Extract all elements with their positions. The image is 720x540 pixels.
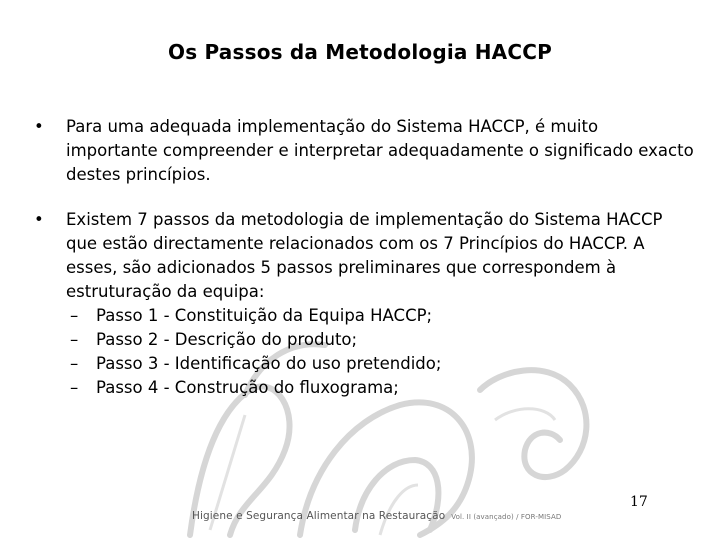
sub-list-item bbox=[70, 304, 441, 328]
watermark-stroke bbox=[495, 409, 555, 420]
sub-item-text: Passo 2 - Descrição do produto; bbox=[96, 330, 358, 349]
sub-list-item bbox=[70, 352, 441, 376]
sub-item-text: Passo 4 - Construção do fluxograma; bbox=[96, 378, 399, 397]
bullet-dot: • bbox=[34, 117, 44, 136]
page-number: 17 bbox=[630, 494, 648, 510]
bullet-item bbox=[34, 208, 694, 304]
sub-list-item bbox=[70, 328, 441, 352]
slide-title: Os Passos da Metodologia HACCP bbox=[168, 40, 552, 64]
dash-marker: – bbox=[70, 330, 79, 349]
footer-subtext: Vol. II (avançado) / FOR-MISAD bbox=[451, 513, 562, 521]
bullet-dot: • bbox=[34, 210, 44, 229]
footer bbox=[192, 510, 561, 522]
bullet-text: Para uma adequada implementação do Sistema HACCP, é muito importante compreender e interpretar adequadamente o significado exacto destes princípios. bbox=[66, 117, 694, 184]
dash-marker: – bbox=[70, 306, 79, 325]
dash-marker: – bbox=[70, 354, 79, 373]
sub-item-text: Passo 1 - Constituição da Equipa HACCP; bbox=[96, 306, 433, 325]
sub-list bbox=[70, 304, 441, 400]
bullet-text: Existem 7 passos da metodologia de implementação do Sistema HACCP que estão directamente relacionados com os 7 Princípios do HACCP. A esses, são adicionados 5 passos preliminares que correspondem à estruturação da equipa: bbox=[66, 210, 663, 301]
sub-item-text: Passo 3 - Identificação do uso pretendido; bbox=[96, 354, 442, 373]
footer-text: Higiene e Segurança Alimentar na Restauração bbox=[192, 510, 446, 522]
dash-marker: – bbox=[70, 378, 79, 397]
sub-list-item bbox=[70, 376, 441, 400]
bullet-item bbox=[34, 115, 694, 187]
watermark-stroke bbox=[480, 370, 586, 477]
